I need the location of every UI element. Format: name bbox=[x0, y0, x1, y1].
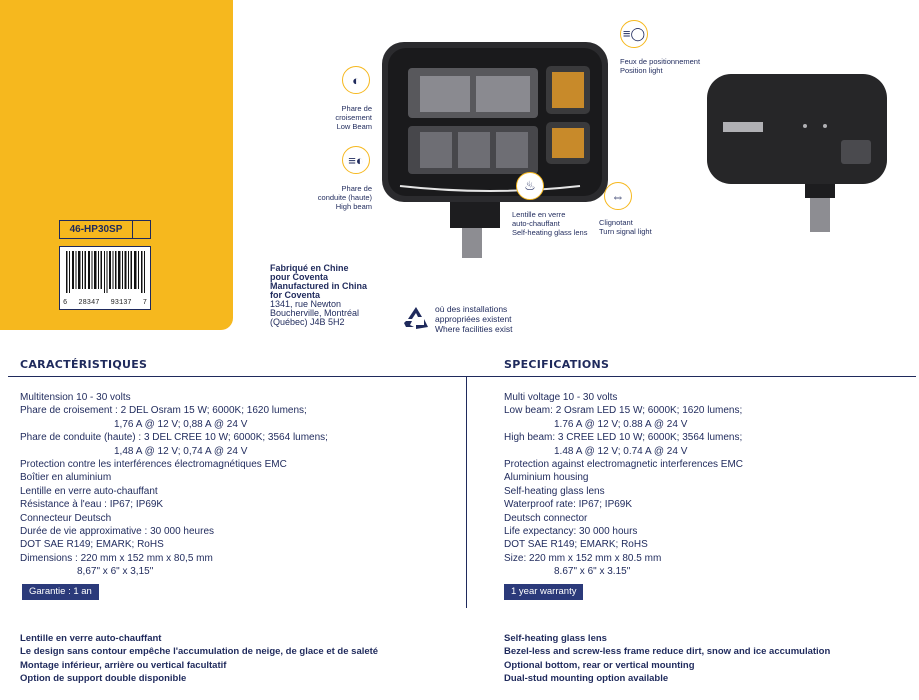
spec-line: Phare de croisement : 2 DEL Osram 15 W; 6000K; 1620 lumens; bbox=[20, 405, 307, 417]
low-beam-fr2: croisement bbox=[335, 113, 372, 122]
sku-code: 46-HP30SP bbox=[60, 221, 133, 238]
low-beam-icon: ◐ bbox=[342, 66, 370, 94]
spec-line: Waterproof rate: IP67; IP69K bbox=[504, 499, 633, 511]
high-beam-en: High beam bbox=[335, 202, 372, 211]
feature-line: Option de support double disponible bbox=[20, 673, 187, 685]
spec-line: Phare de conduite (haute) : 3 DEL CREE 10 W; 6000K; 3564 lumens; bbox=[20, 432, 328, 444]
spec-line: Self-heating glass lens bbox=[504, 485, 605, 497]
recycle-text bbox=[435, 304, 512, 334]
high-beam-icon: ≡◐ bbox=[342, 146, 370, 174]
mfg-en-line: Manufactured in China bbox=[270, 281, 368, 291]
spec-line: Multi voltage 10 - 30 volts bbox=[504, 392, 618, 403]
heated-lens-fr1: Lentille en verre bbox=[512, 210, 566, 219]
spec-line: 1,76 A @ 12 V; 0,88 A @ 24 V bbox=[114, 418, 248, 430]
spec-line: Protection against electromagnetic interferences EMC bbox=[504, 459, 744, 471]
position-light-fr: Feux de positionnement bbox=[620, 57, 701, 66]
barcode bbox=[59, 246, 151, 310]
turn-signal-label bbox=[599, 218, 652, 236]
turn-signal-en: Turn signal light bbox=[599, 227, 652, 236]
feature-line: Lentille en verre auto-chauffant bbox=[20, 633, 162, 644]
high-beam-fr2: conduite (haute) bbox=[317, 193, 372, 202]
spec-line: Deutsch connector bbox=[504, 512, 588, 524]
column-divider bbox=[466, 376, 467, 608]
heated-lens-icon: ♨ bbox=[516, 172, 544, 200]
high-beam-fr1: Phare de bbox=[341, 184, 372, 193]
spec-line: Protection contre les interférences électromagnétiques EMC bbox=[20, 459, 287, 471]
low-beam-en: Low Beam bbox=[336, 122, 372, 131]
low-beam-label bbox=[332, 104, 372, 131]
recycle-line: où des installations bbox=[435, 304, 508, 314]
barcode-digit: 7 bbox=[142, 299, 147, 307]
spec-line: 1.48 A @ 12 V; 0.74 A @ 24 V bbox=[554, 445, 688, 457]
feature-line: Bezel-less and screw-less frame reduce dirt, snow and ice accumulation bbox=[504, 646, 831, 658]
spec-line: 8.67" x 6" x 3.15" bbox=[554, 566, 631, 578]
headlight-back-image bbox=[705, 72, 893, 240]
mfg-fr-line: pour Coventa bbox=[270, 272, 329, 282]
barcode-digit: 93137 bbox=[110, 299, 132, 307]
low-beam-fr1: Phare de bbox=[341, 104, 372, 113]
fr-warranty-badge: Garantie : 1 an bbox=[22, 584, 99, 600]
spec-line: Résistance à l'eau : IP67; IP69K bbox=[20, 499, 164, 511]
mfg-address-line: 1341, rue Newton bbox=[270, 299, 342, 309]
heated-lens-label bbox=[512, 210, 587, 237]
en-spec-list bbox=[504, 391, 743, 579]
spec-line: Lentille en verre auto-chauffant bbox=[20, 485, 158, 497]
spec-line: 8,67" x 6" x 3,15" bbox=[77, 566, 154, 578]
manufacturer-info bbox=[270, 264, 390, 327]
spec-line: 1.76 A @ 12 V; 0.88 A @ 24 V bbox=[554, 418, 688, 430]
feature-line: Optional bottom, rear or vertical mounting bbox=[504, 659, 695, 671]
spec-line: Low beam: 2 Osram LED 15 W; 6000K; 1620 lumens; bbox=[504, 405, 743, 417]
spec-line: 1,48 A @ 12 V; 0,74 A @ 24 V bbox=[114, 445, 248, 457]
barcode-digit: 6 bbox=[63, 299, 68, 307]
feature-line: Self-heating glass lens bbox=[504, 633, 607, 644]
spec-line: High beam: 3 CREE LED 10 W; 6000K; 3564 lumens; bbox=[504, 432, 743, 444]
heated-lens-en: Self-heating glass lens bbox=[512, 228, 588, 237]
fr-feature-list bbox=[20, 632, 378, 686]
mfg-address-line: Boucherville, Montréal bbox=[270, 308, 360, 318]
en-warranty-badge: 1 year warranty bbox=[504, 584, 583, 600]
feature-line: Dual-stud mounting option available bbox=[504, 673, 669, 685]
mfg-address-line: (Québec) J4B 5H2 bbox=[270, 317, 345, 327]
barcode-bars bbox=[64, 251, 148, 293]
turn-signal-fr: Clignotant bbox=[599, 218, 633, 227]
turn-signal-icon: ⇔ bbox=[604, 182, 632, 210]
spec-line: DOT SAE R149; EMARK; RoHS bbox=[20, 539, 164, 551]
mfg-fr-line: Fabriqué en Chine bbox=[270, 263, 349, 273]
position-light-label bbox=[620, 57, 700, 75]
en-section-title: SPECIFICATIONS bbox=[504, 358, 610, 371]
spec-line: DOT SAE R149; EMARK; RoHS bbox=[504, 539, 648, 551]
sku-box bbox=[59, 220, 151, 239]
spec-line: Multitension 10 - 30 volts bbox=[20, 392, 131, 403]
barcode-digit: 28347 bbox=[78, 299, 100, 307]
barcode-digits bbox=[63, 299, 147, 307]
mfg-en-line: for Coventa bbox=[270, 290, 321, 300]
en-feature-list bbox=[504, 632, 830, 686]
fr-section-title: CARACTÉRISTIQUES bbox=[20, 358, 148, 371]
spec-line: Size: 220 mm x 152 mm x 80.5 mm bbox=[504, 552, 662, 564]
spec-line: Boîtier en aluminium bbox=[20, 472, 112, 484]
spec-line: Connecteur Deutsch bbox=[20, 512, 112, 524]
recycle-icon bbox=[402, 305, 430, 331]
fr-spec-list bbox=[20, 391, 328, 579]
spec-line: Life expectancy: 30 000 hours bbox=[504, 526, 638, 538]
spec-line: Dimensions : 220 mm x 152 mm x 80,5 mm bbox=[20, 552, 213, 564]
heated-lens-fr2: auto-chauffant bbox=[512, 219, 560, 228]
position-light-en: Position light bbox=[620, 66, 663, 75]
spec-line: Aluminium housing bbox=[504, 472, 589, 484]
spec-line: Durée de vie approximative : 30 000 heures bbox=[20, 526, 215, 538]
position-light-icon: ≡◯ bbox=[620, 20, 648, 48]
feature-line: Le design sans contour empêche l'accumulation de neige, de glace et de saleté bbox=[20, 646, 379, 658]
section-divider bbox=[8, 376, 916, 377]
recycle-line: Where facilities exist bbox=[435, 324, 513, 334]
feature-line: Montage inférieur, arrière ou vertical facultatif bbox=[20, 659, 227, 671]
high-beam-label bbox=[310, 184, 372, 211]
recycle-line: appropriées existent bbox=[435, 314, 512, 324]
